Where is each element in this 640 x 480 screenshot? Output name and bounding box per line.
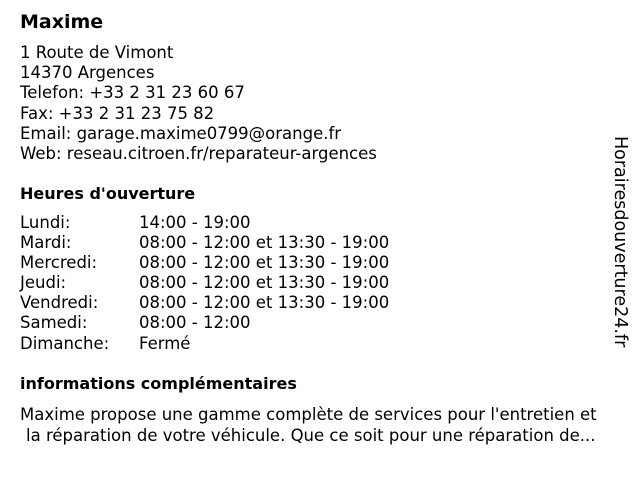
hours-row-monday: [20, 213, 389, 233]
opening-hours-heading: Heures d'ouverture: [20, 184, 196, 203]
hours-day: Lundi:: [20, 213, 71, 232]
fax-number: Fax: +33 2 31 23 75 82: [20, 103, 215, 123]
hours-time: 08:00 - 12:00 et 13:30 - 19:00: [139, 293, 390, 313]
hours-time: 08:00 - 12:00 et 13:30 - 19:00: [139, 253, 390, 273]
hours-time: 08:00 - 12:00 et 13:30 - 19:00: [139, 233, 390, 253]
address-city: 14370 Argences: [20, 63, 155, 83]
business-description: [20, 404, 630, 446]
hours-time: 08:00 - 12:00: [139, 313, 251, 333]
opening-hours-table: [20, 213, 389, 354]
business-name: Maxime: [20, 11, 104, 33]
hours-day: Jeudi:: [20, 273, 67, 293]
hours-time: 14:00 - 19:00: [139, 213, 251, 232]
contact-block: [20, 43, 377, 164]
description-line: la réparation de votre véhicule. Que ce soit pour une réparation de...: [26, 426, 596, 445]
hours-day: Samedi:: [20, 313, 88, 333]
website-url: Web: reseau.citroen.fr/reparateur-argences: [20, 144, 377, 164]
hours-row-wednesday: [20, 253, 389, 273]
hours-row-saturday: [20, 313, 389, 333]
hours-row-sunday: [20, 334, 389, 354]
additional-info-heading: informations complémentaires: [20, 374, 297, 393]
hours-row-tuesday: [20, 233, 389, 253]
address-street: 1 Route de Vimont: [20, 43, 174, 62]
site-watermark: Horairesdouverture24.fr: [610, 136, 630, 348]
hours-time: 08:00 - 12:00 et 13:30 - 19:00: [139, 273, 390, 293]
hours-day: Mercredi:: [20, 253, 98, 273]
email-address: Email: garage.maxime0799@orange.fr: [20, 123, 342, 143]
hours-day: Vendredi:: [20, 293, 99, 313]
hours-day: Dimanche:: [20, 333, 110, 353]
hours-time: Fermé: [139, 333, 191, 353]
hours-day: Mardi:: [20, 233, 72, 253]
description-line: Maxime propose une gamme complète de services pour l'entretien et: [20, 405, 597, 424]
hours-row-thursday: [20, 273, 389, 293]
hours-row-friday: [20, 293, 389, 313]
phone-number: Telefon: +33 2 31 23 60 67: [20, 83, 245, 103]
